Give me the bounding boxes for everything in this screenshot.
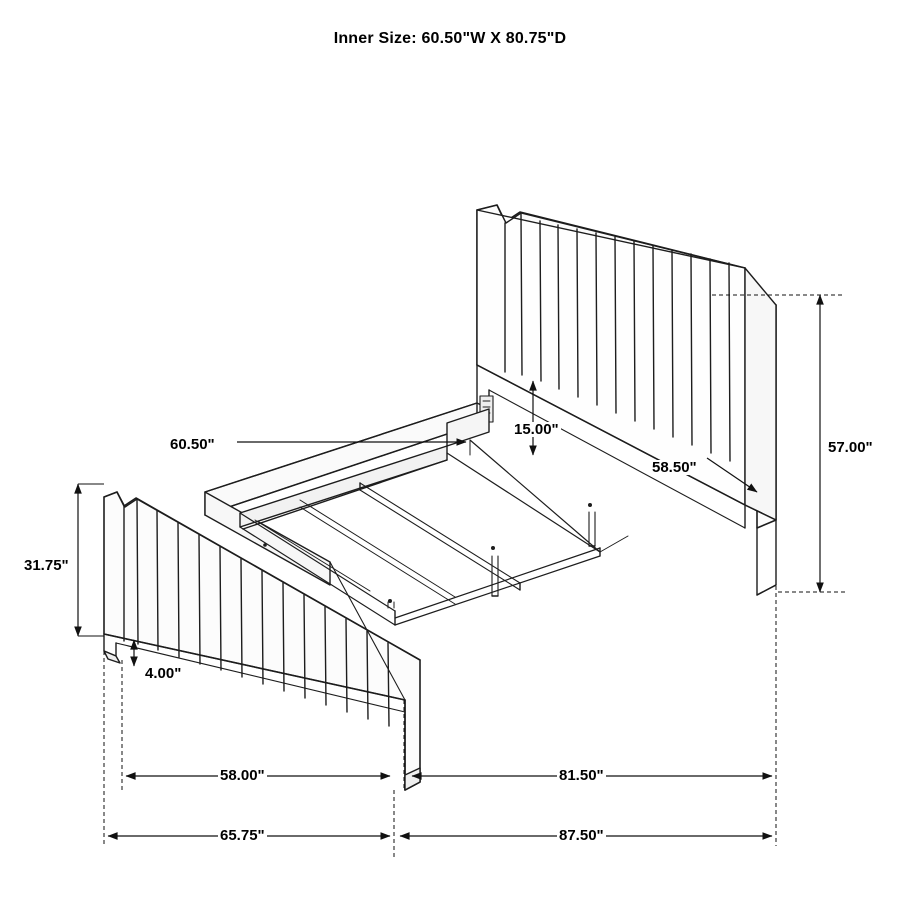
dimension-label-headboard-height: 57.00" <box>828 439 873 456</box>
dimension-label-footboard-height: 31.75" <box>24 557 69 574</box>
dimension-label-footboard-width: 58.00" <box>220 767 265 784</box>
dimension-label-overall-length: 87.50" <box>559 827 604 844</box>
page-title: Inner Size: 60.50"W X 80.75"D <box>333 30 567 47</box>
dimension-label-headboard-clearance: 15.00" <box>514 421 559 438</box>
dimension-label-floor-clearance: 4.00" <box>145 665 182 682</box>
dimension-label-side-rail-length: 81.50" <box>559 767 604 784</box>
dimension-label-headboard-width: 58.50" <box>652 459 697 476</box>
dimension-label-inner-width: 60.50" <box>170 436 215 453</box>
dimension-label-overall-width: 65.75" <box>220 827 265 844</box>
